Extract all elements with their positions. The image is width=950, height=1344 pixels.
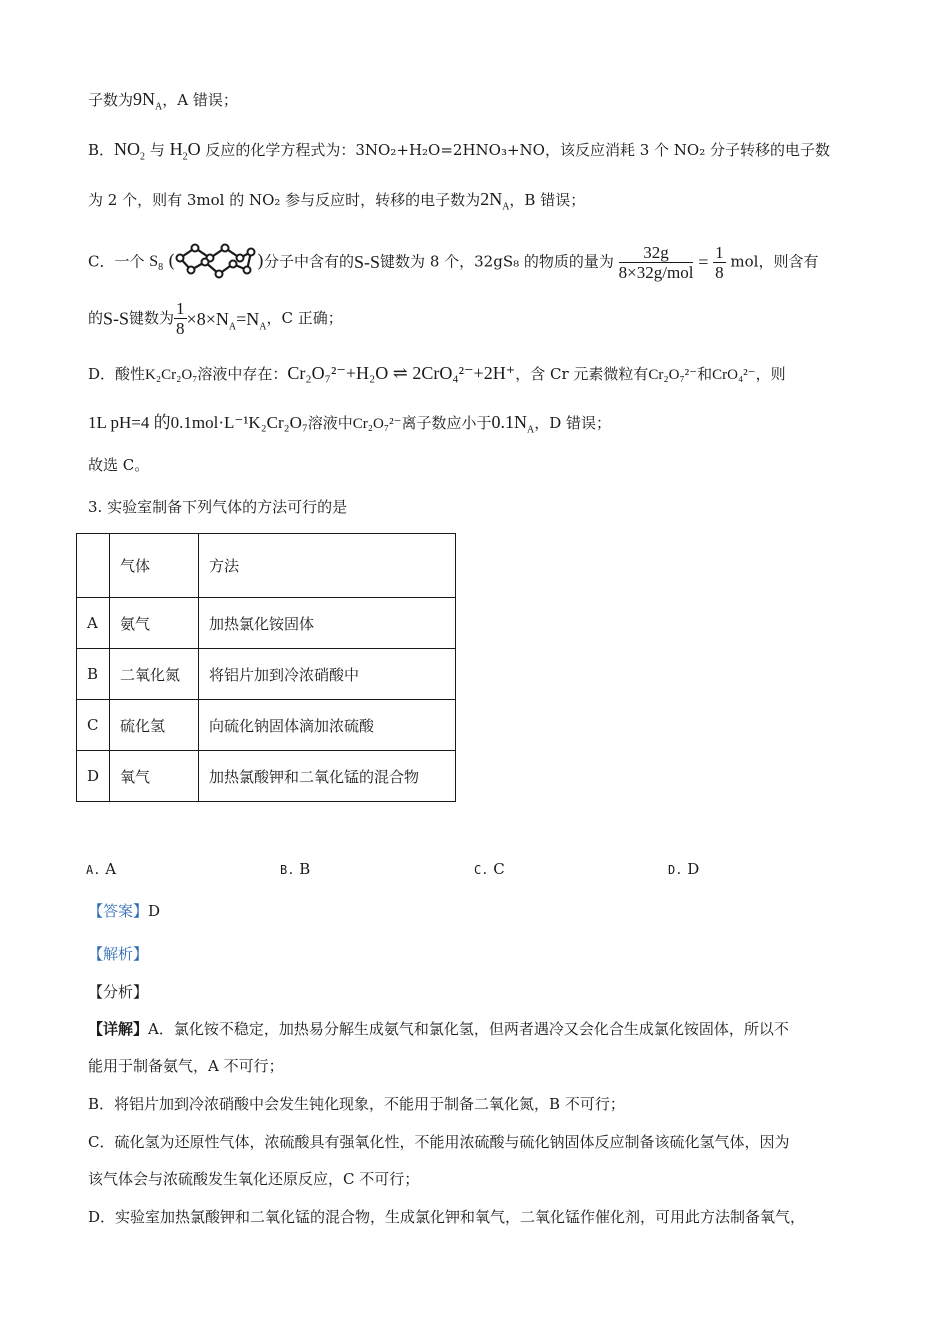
detail-p4: D．实验室加热氯酸钾和二氧化锰的混合物，生成氯化钾和氧气，二氧化锰作催化剂，可用此方法制备氧气， (88, 1208, 806, 1226)
text-line-5: 的S-S键数为 $\frac{1}{8}$ $\times 8\times N_A=N_A$，C 正确； (88, 299, 343, 338)
formula-9na: $9N_A$ (133, 89, 163, 113)
gas-methods-table (76, 533, 456, 802)
conclusion-line: 故选 C。 (88, 456, 150, 474)
text-line-1 (88, 89, 238, 113)
answer-value: D (148, 902, 161, 920)
text-line-3: 为 2 个，则有 3mol 的 NO₂ 参与反应时，转移的电子数为$2N_A$，B 错误； (88, 189, 586, 213)
detail-p1-cont: 能用于制备氨气，A 不可行； (88, 1057, 284, 1075)
formula-ss: S-S (354, 252, 381, 272)
detail-p1: 【详解】A．氯化铵不稳定，加热易分解生成氨气和氯化氢，但两者遇冷又会化合生成氯化铵固体，所以不 (88, 1020, 789, 1038)
table-header-row: 气体 方法 (77, 534, 456, 598)
text: ，A 错误； (162, 91, 238, 109)
formula-no2: $NO_2$ (114, 139, 146, 163)
fraction-one-eighth: $\frac{1}{8}$ (715, 242, 724, 282)
text-line-7: 1L pH=4 的0.1mol·L⁻¹K₂Cr₂O₇溶液中Cr₂O₇²⁻离子数应小于$0.1N_A$，D 错误； (88, 412, 612, 436)
option-c[interactable]: C. C (474, 860, 505, 878)
table-row: D 氧气 加热氯酸钾和二氧化锰的混合物 (77, 751, 456, 802)
formula-2na: $2N_A$ (480, 189, 510, 213)
option-a[interactable]: A. A (86, 860, 117, 878)
answer-line (88, 904, 160, 919)
question-3-stem: 3. 实验室制备下列气体的方法可行的是 (88, 498, 348, 516)
fraction-one-eighth-2: $\frac{1}{8}$ (176, 299, 185, 338)
fenxi-tag: 【分析】 (88, 983, 149, 1001)
formula-limit: $0.1N_A$ (491, 412, 535, 436)
option-b[interactable]: B. B (280, 860, 311, 878)
fraction-moles: $\frac{32g}{\text{8×32g/mol}}$ (618, 242, 694, 282)
option-d[interactable]: D. D (668, 860, 700, 878)
formula-s8: $S_8$ (149, 253, 164, 274)
s8-ring-structure-icon (175, 240, 257, 284)
table-row: B 二氧化氮 将铝片加到冷浓硝酸中 (77, 649, 456, 700)
text-line-6: D．酸性K₂Cr₂O₇溶液中存在：Cr₂O₇²⁻+H₂O ⇌ 2CrO₄²⁻+2H⁺，含 Cr 元素微粒有Cr₂O₇²⁻和CrO₄²⁻，则 (88, 363, 786, 383)
analysis-tag: 【解析】 (88, 945, 149, 963)
detail-p3: C．硫化氢为还原性气体，浓硫酸具有强氧化性，不能用浓硫酸与硫化钠固体反应制备该硫化氢气体，因为 (88, 1133, 790, 1151)
text-line-4: C．一个 $S_8$ ( )分子中含有的S-S键数为 8 个，32gS₈ 的物质的量为 $\frac{32g}{\text{8×32g/mol}}$ = $\frac{1}{8}$ mol，则含有 (88, 240, 818, 284)
table-row: C 硫化氢 向硫化钠固体滴加浓硫酸 (77, 700, 456, 751)
text: 子数为 (88, 91, 134, 109)
answer-tag: 【答案】 (88, 902, 149, 920)
detail-p2: B．将铝片加到冷浓硝酸中会发生钝化现象，不能用于制备二氧化氮，B 不可行； (88, 1095, 625, 1113)
equilibrium-equation: Cr₂O₇²⁻+H₂O ⇌ 2CrO₄²⁻+2H⁺ (287, 363, 516, 383)
formula-h2o: $H_2O$ (169, 139, 201, 163)
detail-p3-cont: 该气体会与浓硫酸发生氧化还原反应，C 不可行； (88, 1170, 420, 1188)
table-row: A 氨气 加热氯化铵固体 (77, 598, 456, 649)
text-line-2: B．$NO_2$ 与 $H_2O$ 反应的化学方程式为：3NO₂+H₂O=2HNO₃+NO，该反应消耗 3 个 NO₂ 分子转移的电子数 (88, 139, 831, 163)
formula-bonds: $\times 8\times N_A=N_A$ (186, 308, 267, 333)
